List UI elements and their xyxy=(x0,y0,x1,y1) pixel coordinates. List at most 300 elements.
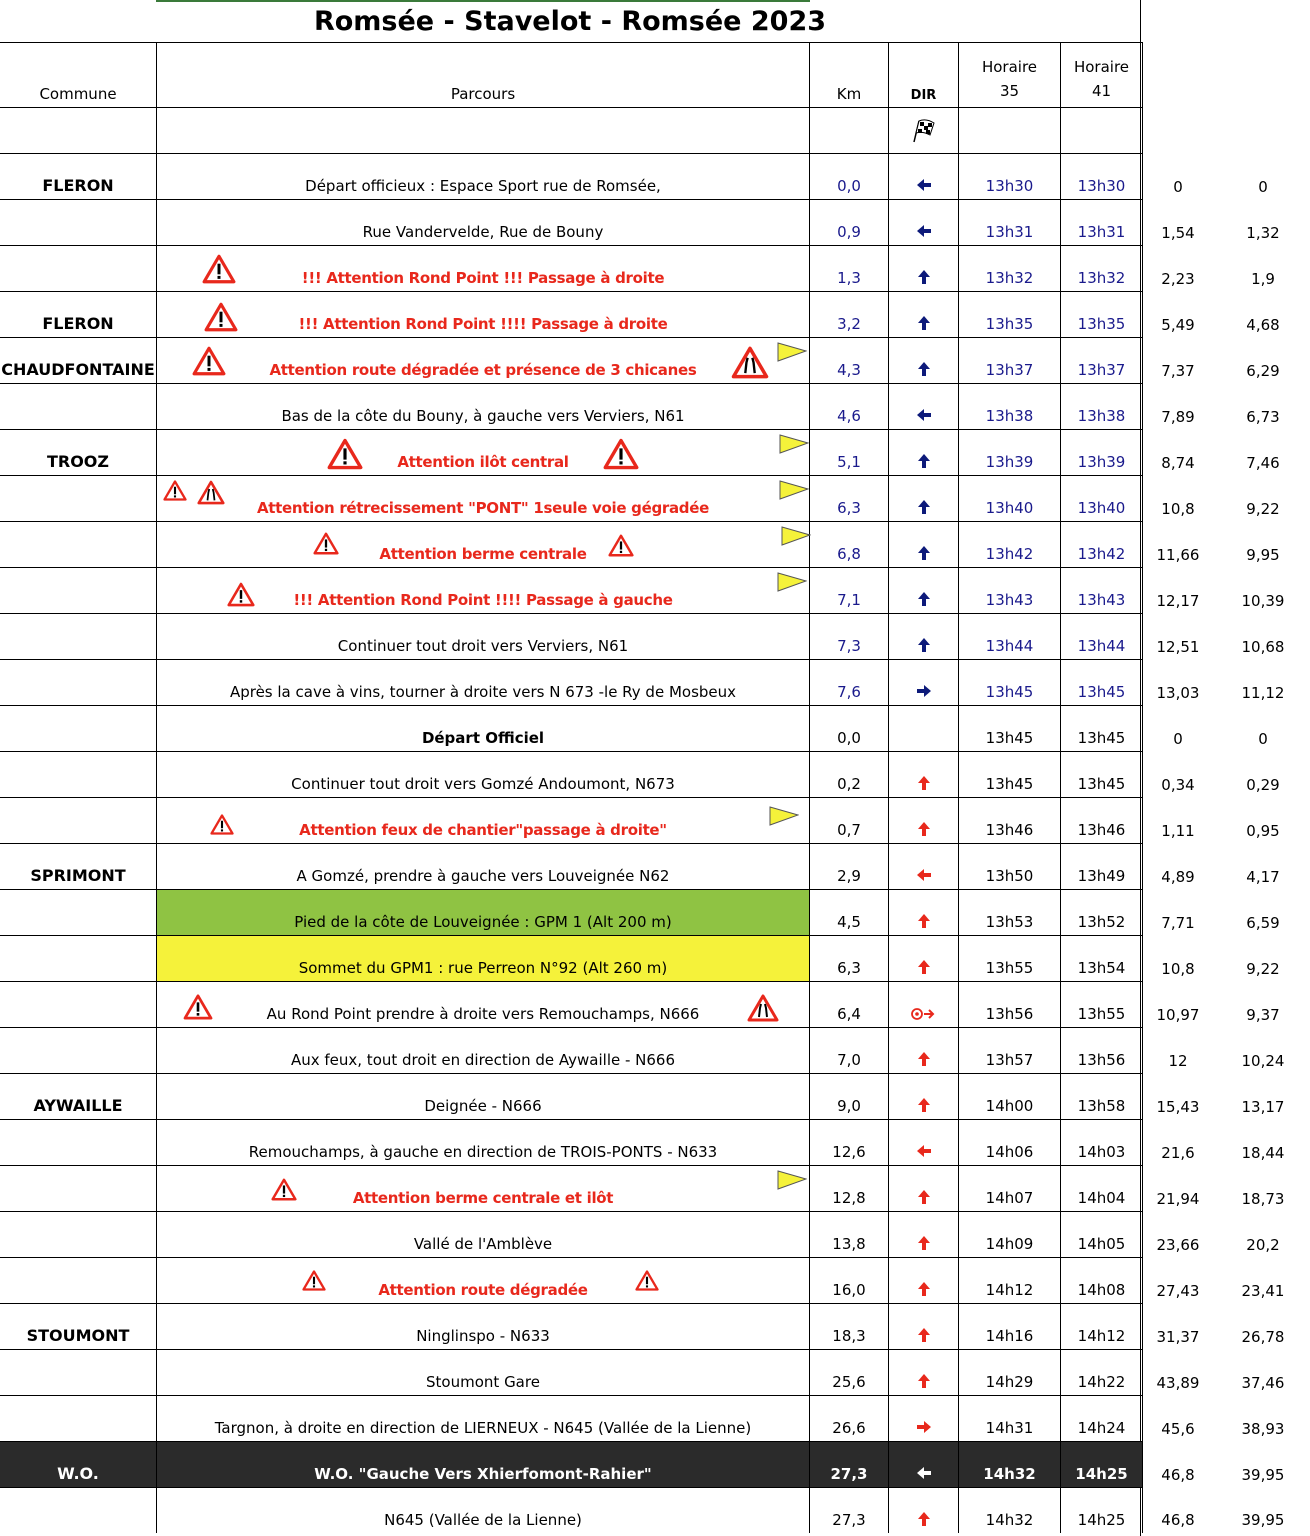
km-cell: 7,3 xyxy=(837,637,861,655)
arrow-left-icon xyxy=(916,1465,932,1481)
parcours-cell: Départ officieux : Espace Sport rue de Romsée, xyxy=(305,177,661,195)
parcours-cell: Attention route dégradée et présence de 3 chicanes xyxy=(269,361,697,379)
checkered-flag-icon xyxy=(910,118,938,144)
dist1-cell: 15,43 xyxy=(1156,1097,1200,1116)
horaire41-cell: 13h52 xyxy=(1077,913,1126,931)
commune-cell xyxy=(0,977,156,981)
table-row xyxy=(0,752,1310,798)
commune-cell xyxy=(0,1023,156,1027)
dist1-cell: 8,74 xyxy=(1161,453,1195,472)
km-cell: 13,8 xyxy=(832,1235,866,1253)
warning-triangle-icon xyxy=(603,438,639,470)
horaire41-cell: 13h45 xyxy=(1077,683,1126,701)
dist2-cell: 23,41 xyxy=(1241,1281,1285,1300)
commune-cell xyxy=(0,1529,156,1533)
table-row xyxy=(0,476,1310,522)
arrow-up-icon xyxy=(916,591,932,607)
warning-triangle-icon xyxy=(227,582,255,607)
arrow-left-icon xyxy=(916,1143,932,1159)
km-cell: 0,0 xyxy=(837,177,861,195)
dist2-cell: 20,2 xyxy=(1246,1235,1280,1254)
parcours-cell: Après la cave à vins, tourner à droite vers N 673 -le Ry de Mosbeux xyxy=(229,683,737,701)
table-row xyxy=(0,660,1310,706)
dist2-cell: 6,73 xyxy=(1246,407,1280,426)
arrow-up-icon xyxy=(916,821,932,837)
horaire41-cell: 14h22 xyxy=(1077,1373,1126,1391)
yellow-pennant-icon xyxy=(779,434,809,454)
warning-triangle-icon xyxy=(271,1178,297,1201)
horaire35-cell: 13h57 xyxy=(985,1051,1034,1069)
warning-triangle-icon xyxy=(608,534,634,557)
commune-cell xyxy=(0,747,156,751)
horaire35-cell: 13h32 xyxy=(985,269,1034,287)
dist1-cell: 45,6 xyxy=(1161,1419,1195,1438)
arrow-left-icon xyxy=(916,867,932,883)
horaire41-cell: 13h43 xyxy=(1077,591,1126,609)
parcours-cell: !!! Attention Rond Point !!!! Passage à droite xyxy=(298,315,668,333)
horaire41-cell: 13h37 xyxy=(1077,361,1126,379)
roundabout-right-icon xyxy=(911,1007,937,1021)
commune-cell xyxy=(0,839,156,843)
horaire41-cell: 14h25 xyxy=(1075,1465,1128,1483)
dir-cell xyxy=(889,338,959,384)
header-dir: DIR xyxy=(910,88,937,103)
warning-triangle-icon xyxy=(202,254,236,284)
dir-cell xyxy=(889,1258,959,1304)
parcours-cell: N645 (Vallée de la Lienne) xyxy=(384,1511,582,1529)
commune-cell: FLERON xyxy=(42,314,114,333)
parcours-cell: Aux feux, tout droit en direction de Aywaille - N666 xyxy=(290,1051,676,1069)
parcours-cell: !!! Attention Rond Point !!!! Passage à gauche xyxy=(293,591,673,609)
horaire41-cell: 13h45 xyxy=(1077,775,1126,793)
dist2-cell: 0 xyxy=(1258,177,1268,196)
dist1-cell: 1,11 xyxy=(1161,821,1195,840)
dist1-cell: 1,54 xyxy=(1161,223,1195,242)
km-cell: 27,3 xyxy=(832,1511,866,1529)
table-row xyxy=(0,936,1310,982)
table-row xyxy=(0,384,1310,430)
yellow-pennant-icon xyxy=(781,526,811,546)
dist2-cell: 7,46 xyxy=(1246,453,1280,472)
dist1-cell: 7,37 xyxy=(1161,361,1195,380)
road-narrows-icon xyxy=(197,480,225,505)
km-cell: 4,3 xyxy=(837,361,861,379)
km-cell: 12,6 xyxy=(832,1143,866,1161)
header-km: Km xyxy=(836,85,862,103)
dir-cell xyxy=(889,1074,959,1120)
dist2-cell: 1,9 xyxy=(1251,269,1275,288)
parcours-cell: Deignée - N666 xyxy=(424,1097,542,1115)
header-commune: Commune xyxy=(39,85,117,103)
arrow-up-icon xyxy=(916,269,932,285)
parcours-cell: Bas de la côte du Bouny, à gauche vers Verviers, N61 xyxy=(281,407,685,425)
parcours-cell: Départ Officiel xyxy=(421,729,545,747)
dir-cell xyxy=(889,798,959,844)
km-cell: 7,0 xyxy=(837,1051,861,1069)
dist2-cell: 1,32 xyxy=(1246,223,1280,242)
warning-triangle-icon xyxy=(635,1270,659,1291)
dist1-cell: 0 xyxy=(1173,729,1183,748)
commune-cell xyxy=(0,1069,156,1073)
dist2-cell: 4,68 xyxy=(1246,315,1280,334)
yellow-pennant-icon xyxy=(779,434,809,454)
yellow-pennant-icon xyxy=(769,806,799,826)
parcours-cell: Continuer tout droit vers Gomzé Andoumont, N673 xyxy=(291,775,675,793)
dir-cell xyxy=(889,890,959,936)
dir-cell xyxy=(889,1350,959,1396)
arrow-up-icon xyxy=(916,913,932,929)
table-row xyxy=(0,1258,1310,1304)
horaire35-cell: 14h00 xyxy=(985,1097,1034,1115)
dist1-cell: 10,8 xyxy=(1161,959,1195,978)
warning-triangle-icon xyxy=(183,994,213,1020)
dir-cell xyxy=(889,1166,959,1212)
commune-cell xyxy=(0,609,156,613)
dir-cell xyxy=(889,614,959,660)
km-cell: 7,1 xyxy=(837,591,861,609)
table-row xyxy=(0,522,1310,568)
dist2-cell: 11,12 xyxy=(1241,683,1285,702)
horaire41-cell: 13h56 xyxy=(1077,1051,1126,1069)
dist2-cell: 39,95 xyxy=(1241,1511,1285,1529)
dist1-cell: 12 xyxy=(1168,1051,1188,1070)
parcours-cell: Pied de la côte de Louveignée : GPM 1 (Alt 200 m) xyxy=(294,913,672,931)
commune-cell xyxy=(0,1161,156,1165)
arrow-up-icon xyxy=(916,637,932,653)
arrow-up-icon xyxy=(916,361,932,377)
warning-triangle-icon xyxy=(210,814,234,835)
arrow-up-icon xyxy=(916,775,932,791)
arrow-right-icon xyxy=(916,683,932,699)
horaire35-cell: 13h53 xyxy=(985,913,1034,931)
horaire35-cell: 14h32 xyxy=(983,1465,1036,1483)
km-cell: 7,6 xyxy=(837,683,861,701)
commune-cell xyxy=(0,241,156,245)
commune-cell xyxy=(0,287,156,291)
km-cell: 25,6 xyxy=(832,1373,866,1391)
table-row xyxy=(0,430,1310,476)
yellow-pennant-icon xyxy=(781,526,811,546)
horaire41-cell: 13h35 xyxy=(1077,315,1126,333)
dist2-cell: 38,93 xyxy=(1241,1419,1285,1438)
km-cell: 0,2 xyxy=(837,775,861,793)
warning-triangle-icon xyxy=(204,302,238,332)
parcours-cell: Stoumont Gare xyxy=(426,1373,540,1391)
table-row xyxy=(0,200,1310,246)
table-row xyxy=(0,1212,1310,1258)
km-cell: 27,3 xyxy=(830,1465,868,1483)
header-horaire35-a: Horaire xyxy=(981,58,1038,76)
arrow-up-icon xyxy=(916,1373,932,1389)
parcours-cell: Vallé de l'Amblève xyxy=(413,1235,553,1253)
commune-cell xyxy=(0,563,156,567)
horaire41-cell: 14h04 xyxy=(1077,1189,1126,1207)
horaire35-cell: 14h32 xyxy=(985,1511,1034,1529)
dist2-cell: 4,17 xyxy=(1246,867,1280,886)
warning-triangle-icon xyxy=(163,480,187,501)
horaire41-cell: 14h03 xyxy=(1077,1143,1126,1161)
km-cell: 5,1 xyxy=(837,453,861,471)
horaire41-cell: 13h45 xyxy=(1077,729,1126,747)
dir-cell xyxy=(889,844,959,890)
table-row xyxy=(0,1028,1310,1074)
parcours-cell: Ninglinspo - N633 xyxy=(416,1327,550,1345)
dist2-cell: 10,68 xyxy=(1241,637,1285,656)
km-cell: 3,2 xyxy=(837,315,861,333)
parcours-cell: Attention rétrecissement "PONT" 1seule voie gégradée xyxy=(257,499,709,517)
page-title: Romsée - Stavelot - Romsée 2023 xyxy=(313,6,827,37)
warning-triangle-icon xyxy=(327,438,363,470)
dist2-cell: 37,46 xyxy=(1241,1373,1285,1392)
commune-cell: STOUMONT xyxy=(26,1326,130,1345)
horaire41-cell: 13h46 xyxy=(1077,821,1126,839)
road-narrows-icon xyxy=(731,346,769,379)
yellow-pennant-icon xyxy=(779,480,809,500)
horaire35-cell: 14h06 xyxy=(985,1143,1034,1161)
dir-cell xyxy=(889,430,959,476)
table-row xyxy=(0,1074,1310,1120)
yellow-pennant-icon xyxy=(777,572,807,592)
table-row xyxy=(0,706,1310,752)
warning-triangle-icon xyxy=(183,994,213,1020)
commune-cell xyxy=(0,1207,156,1211)
horaire35-cell: 13h31 xyxy=(985,223,1034,241)
commune-cell xyxy=(0,1391,156,1395)
yellow-pennant-icon xyxy=(777,572,807,592)
arrow-up-icon xyxy=(916,1281,932,1297)
dir-cell xyxy=(889,1396,959,1442)
dir-cell xyxy=(889,706,959,752)
dist2-cell: 0 xyxy=(1258,729,1268,748)
km-cell: 0,7 xyxy=(837,821,861,839)
header-horaire35-b: 35 xyxy=(999,82,1020,100)
table-row xyxy=(0,568,1310,614)
horaire41-cell: 13h39 xyxy=(1077,453,1126,471)
header-row xyxy=(0,43,1310,108)
parcours-cell: Attention feux de chantier"passage à droite" xyxy=(299,821,667,839)
road-narrows-icon xyxy=(731,346,769,379)
dist1-cell: 21,6 xyxy=(1161,1143,1195,1162)
parcours-cell: Attention berme centrale xyxy=(379,545,587,563)
km-cell: 6,4 xyxy=(837,1005,861,1023)
table-row xyxy=(0,798,1310,844)
horaire35-cell: 14h07 xyxy=(985,1189,1034,1207)
horaire41-cell: 13h42 xyxy=(1077,545,1126,563)
commune-cell: TROOZ xyxy=(46,452,110,471)
horaire35-cell: 13h38 xyxy=(985,407,1034,425)
km-cell: 18,3 xyxy=(832,1327,866,1345)
dir-cell xyxy=(889,1304,959,1350)
warning-triangle-icon xyxy=(271,1178,297,1201)
km-cell: 26,6 xyxy=(832,1419,866,1437)
dist1-cell: 11,66 xyxy=(1156,545,1200,564)
horaire41-cell: 13h38 xyxy=(1077,407,1126,425)
yellow-pennant-icon xyxy=(777,1170,807,1190)
table-row xyxy=(0,614,1310,660)
route-table xyxy=(0,42,1310,1533)
dir-cell xyxy=(889,936,959,982)
yellow-pennant-icon xyxy=(777,342,807,362)
road-narrows-icon xyxy=(747,994,779,1022)
horaire41-cell: 13h30 xyxy=(1077,177,1126,195)
horaire35-cell: 14h31 xyxy=(985,1419,1034,1437)
dist1-cell: 12,51 xyxy=(1156,637,1200,656)
warning-triangle-icon xyxy=(192,346,226,376)
dist1-cell: 2,23 xyxy=(1161,269,1195,288)
warning-triangle-icon xyxy=(302,1270,326,1291)
commune-cell xyxy=(0,1253,156,1257)
horaire41-cell: 14h05 xyxy=(1077,1235,1126,1253)
table-row xyxy=(0,1488,1310,1534)
warning-triangle-icon xyxy=(210,814,234,835)
table-row xyxy=(0,1396,1310,1442)
warning-triangle-icon xyxy=(313,532,339,555)
parcours-cell: Targnon, à droite en direction de LIERNEUX - N645 (Vallée de la Lienne) xyxy=(214,1419,752,1437)
dir-cell xyxy=(889,292,959,338)
parcours-cell: W.O. "Gauche Vers Xhierfomont-Rahier" xyxy=(314,1465,652,1483)
parcours-cell: Attention route dégradée xyxy=(378,1281,588,1299)
arrow-up-icon xyxy=(916,499,932,515)
arrow-right-icon xyxy=(916,1419,932,1435)
table-row xyxy=(0,982,1310,1028)
dist2-cell: 9,37 xyxy=(1246,1005,1280,1024)
dist1-cell: 12,17 xyxy=(1156,591,1200,610)
commune-cell: CHAUDFONTAINE xyxy=(1,360,155,379)
km-cell: 16,0 xyxy=(832,1281,866,1299)
dist1-cell: 46,8 xyxy=(1161,1465,1195,1484)
table-row xyxy=(0,1350,1310,1396)
parcours-cell: Remouchamps, à gauche en direction de TROIS-PONTS - N633 xyxy=(248,1143,718,1161)
dist1-cell: 7,89 xyxy=(1161,407,1195,426)
horaire35-cell: 14h12 xyxy=(985,1281,1034,1299)
dist1-cell: 31,37 xyxy=(1156,1327,1200,1346)
dist2-cell: 10,39 xyxy=(1241,591,1285,610)
horaire41-cell: 14h08 xyxy=(1077,1281,1126,1299)
horaire35-cell: 13h42 xyxy=(985,545,1034,563)
km-cell: 6,3 xyxy=(837,499,861,517)
warning-triangle-icon xyxy=(635,1270,659,1291)
commune-cell: SPRIMONT xyxy=(30,866,126,885)
dist2-cell: 6,59 xyxy=(1246,913,1280,932)
arrow-up-icon xyxy=(916,1511,932,1527)
warning-triangle-icon xyxy=(204,302,238,332)
horaire35-cell: 13h46 xyxy=(985,821,1034,839)
dir-cell xyxy=(889,200,959,246)
start-flag-row xyxy=(0,108,1310,154)
commune-cell xyxy=(0,701,156,705)
warning-triangle-icon xyxy=(327,438,363,470)
yellow-pennant-icon xyxy=(769,806,799,826)
dist2-cell: 18,73 xyxy=(1241,1189,1285,1208)
parcours-cell: Rue Vandervelde, Rue de Bouny xyxy=(362,223,604,241)
warning-triangle-icon xyxy=(603,438,639,470)
commune-cell xyxy=(0,517,156,521)
dist1-cell: 4,89 xyxy=(1161,867,1195,886)
dir-cell xyxy=(889,476,959,522)
commune-cell xyxy=(0,793,156,797)
warning-triangle-icon xyxy=(163,480,187,501)
parcours-cell: Attention berme centrale et ilôt xyxy=(352,1189,614,1207)
horaire35-cell: 13h50 xyxy=(985,867,1034,885)
header-horaire41-b: 41 xyxy=(1091,82,1112,100)
yellow-pennant-icon xyxy=(777,1170,807,1190)
dir-cell xyxy=(889,1442,959,1488)
dir-cell xyxy=(889,568,959,614)
parcours-cell: Au Rond Point prendre à droite vers Remouchamps, N666 xyxy=(266,1005,700,1023)
dist2-cell: 39,95 xyxy=(1241,1465,1285,1484)
table-row xyxy=(0,890,1310,936)
dist2-cell: 9,95 xyxy=(1246,545,1280,564)
dist1-cell: 13,03 xyxy=(1156,683,1200,702)
horaire41-cell: 13h31 xyxy=(1077,223,1126,241)
commune-cell xyxy=(0,425,156,429)
arrow-up-icon xyxy=(916,453,932,469)
dist1-cell: 0 xyxy=(1173,177,1183,196)
dist1-cell: 27,43 xyxy=(1156,1281,1200,1300)
arrow-up-icon xyxy=(916,1189,932,1205)
dist2-cell: 10,24 xyxy=(1241,1051,1285,1070)
arrow-up-icon xyxy=(916,959,932,975)
horaire41-cell: 14h25 xyxy=(1077,1511,1126,1529)
horaire35-cell: 13h45 xyxy=(985,683,1034,701)
arrow-left-icon xyxy=(916,223,932,239)
dist1-cell: 5,49 xyxy=(1161,315,1195,334)
dist1-cell: 46,8 xyxy=(1161,1511,1195,1529)
header-parcours: Parcours xyxy=(450,85,516,103)
horaire41-cell: 13h32 xyxy=(1077,269,1126,287)
warning-triangle-icon xyxy=(227,582,255,607)
horaire35-cell: 13h45 xyxy=(985,729,1034,747)
yellow-pennant-icon xyxy=(779,480,809,500)
dist1-cell: 21,94 xyxy=(1156,1189,1200,1208)
horaire35-cell: 13h37 xyxy=(985,361,1034,379)
km-cell: 2,9 xyxy=(837,867,861,885)
km-cell: 4,6 xyxy=(837,407,861,425)
header-horaire41-a: Horaire xyxy=(1073,58,1130,76)
table-row xyxy=(0,1442,1310,1488)
dist2-cell: 0,95 xyxy=(1246,821,1280,840)
km-cell: 4,5 xyxy=(837,913,861,931)
parcours-cell: Attention ilôt central xyxy=(397,453,569,471)
warning-triangle-icon xyxy=(302,1270,326,1291)
dist1-cell: 10,97 xyxy=(1156,1005,1200,1024)
commune-cell xyxy=(0,1299,156,1303)
parcours-cell: Continuer tout droit vers Verviers, N61 xyxy=(337,637,629,655)
table-row xyxy=(0,154,1310,200)
horaire35-cell: 13h43 xyxy=(985,591,1034,609)
dir-cell xyxy=(889,1028,959,1074)
horaire41-cell: 14h24 xyxy=(1077,1419,1126,1437)
dist2-cell: 18,44 xyxy=(1241,1143,1285,1162)
yellow-pennant-icon xyxy=(777,342,807,362)
table-row xyxy=(0,338,1310,384)
arrow-up-icon xyxy=(916,315,932,331)
dir-cell xyxy=(889,1488,959,1534)
dist2-cell: 9,22 xyxy=(1246,959,1280,978)
km-cell: 1,3 xyxy=(837,269,861,287)
road-narrows-icon xyxy=(747,994,779,1022)
arrow-up-icon xyxy=(916,1235,932,1251)
horaire35-cell: 13h45 xyxy=(985,775,1034,793)
dir-cell xyxy=(889,522,959,568)
horaire35-cell: 13h30 xyxy=(985,177,1034,195)
commune-cell xyxy=(0,931,156,935)
parcours-cell: !!! Attention Rond Point !!! Passage à droite xyxy=(301,269,665,287)
horaire41-cell: 13h58 xyxy=(1077,1097,1126,1115)
horaire41-cell: 13h54 xyxy=(1077,959,1126,977)
km-cell: 0,9 xyxy=(837,223,861,241)
km-cell: 6,3 xyxy=(837,959,861,977)
